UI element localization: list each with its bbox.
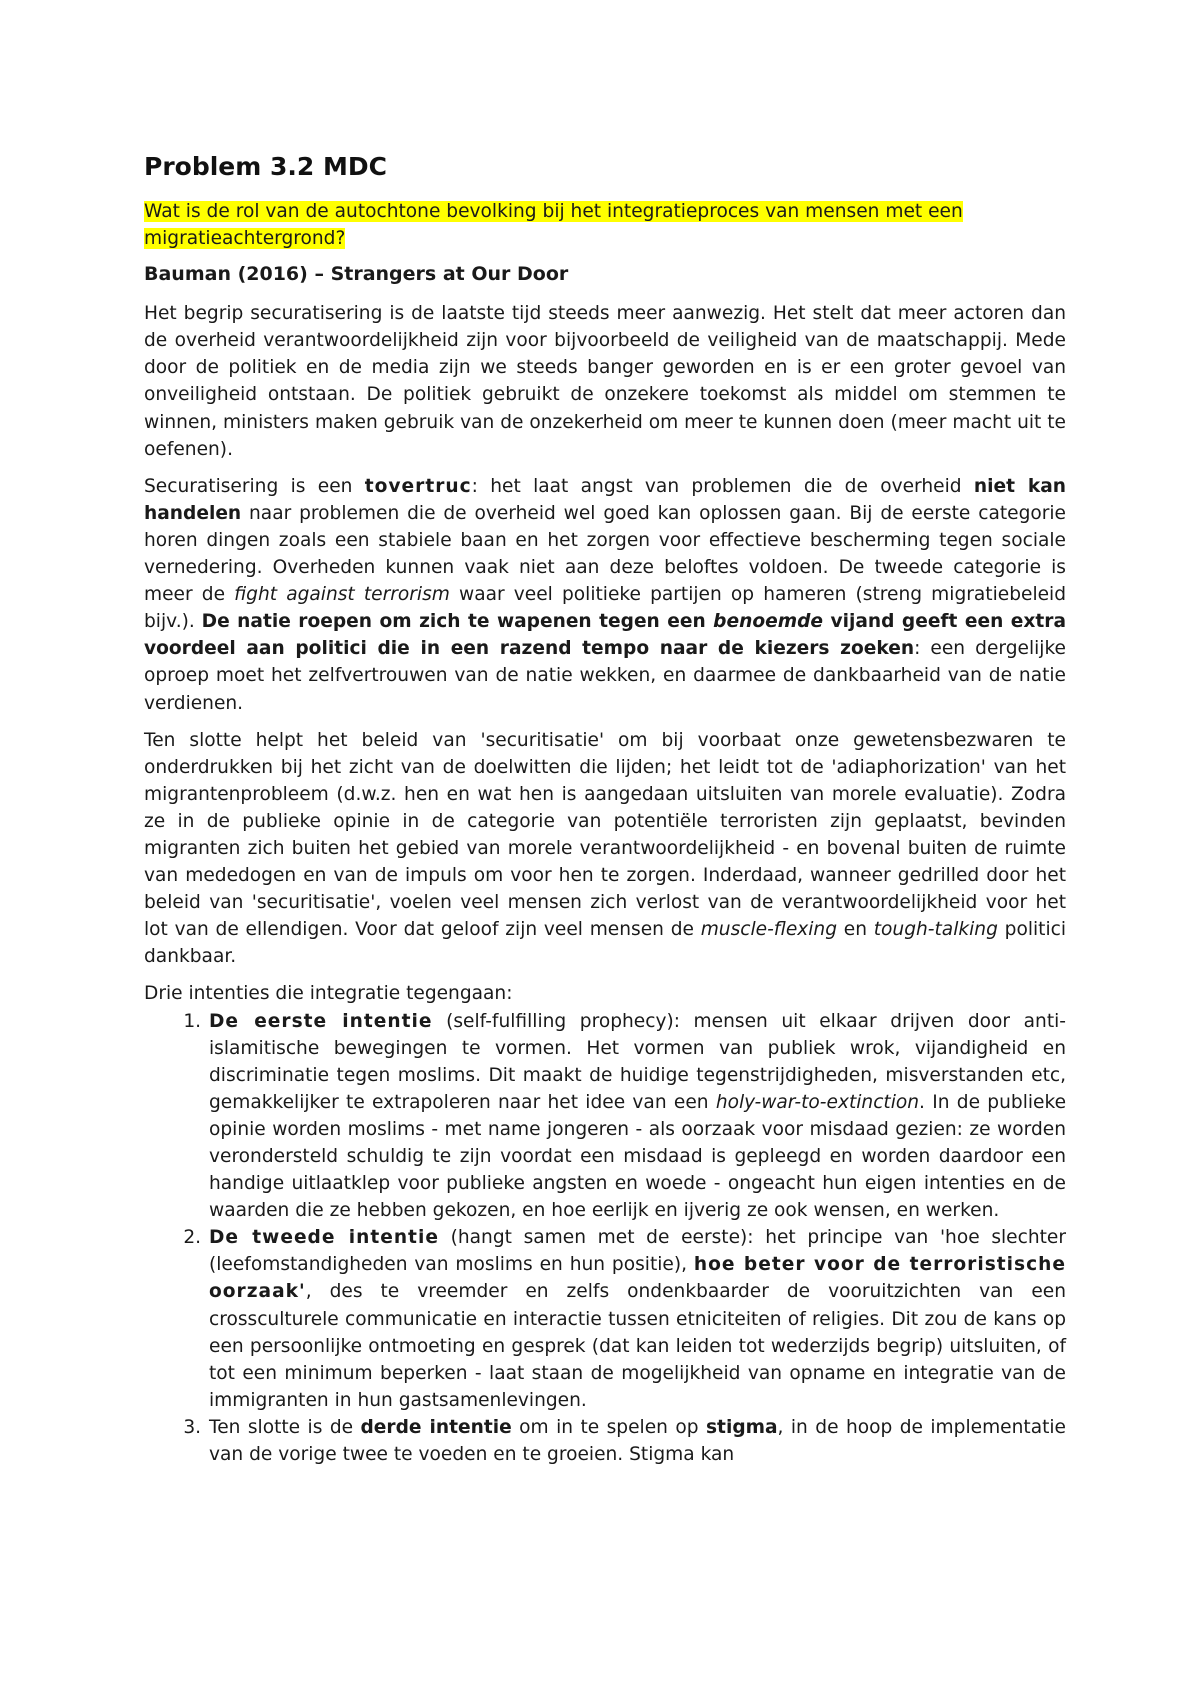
text-run: : een dergelijke oproep moet het zelfvertrouwen van de natie wekken, en daarmee de dankbaarheid van de natie verdienen. <box>144 638 1067 714</box>
bold-run: stigma <box>705 1416 778 1438</box>
intentions-list <box>144 1008 1066 1469</box>
text-run: politici dankbaar. <box>144 919 1066 968</box>
list-item <box>207 1224 1066 1414</box>
bold-italic-run: benoemde <box>713 611 824 633</box>
bold-run: niet kan handelen <box>144 475 1067 524</box>
bold-run: De natie roepen om zich te wapenen tegen een <box>201 611 714 633</box>
paragraph-2 <box>144 473 1066 717</box>
bold-run: De tweede intentie <box>209 1227 439 1249</box>
text-run: , des te vreemder en zelfs ondenkbaarder de vooruitzichten van een crossculturele communicatie en interactie tussen etniciteiten of religies. Dit zou de kans op een persoonlijke ontmoeting en gesprek (dat kan leiden tot wederzijds begrip) uitsluiten, of tot een minimum beperken - laat staan de mogelijkheid van opname en integratie van de immigranten in hun gastsamenlevingen. <box>209 1281 1066 1411</box>
text-run: Securatisering is een <box>144 475 365 497</box>
source-heading: Bauman (2016) – Strangers at Our Door <box>144 263 569 286</box>
text-run: (self-fulfilling prophecy): mensen uit elkaar drijven door anti-islamitische bewegingen te vormen. Het vormen van publiek wrok, vijandigheid en discriminatie tegen moslims. Dit maakt de huidige tegenstrijdigheden, misverstanden etc, gemakkelijker te extrapoleren naar het idee van een <box>209 1010 1066 1113</box>
text-run: waar veel politieke partijen op hameren (streng migratiebeleid bijv.). <box>144 584 1067 633</box>
bold-run: hoe beter voor de terroristische oorzaak' <box>209 1254 1066 1303</box>
text-run: naar problemen die de overheid wel goed kan oplossen gaan. Bij de eerste categorie horen dingen zoals een stabiele baan en het zorgen voor effectieve bescherming tegen sociale vernedering. Overheden kunnen vaak niet aan deze beloftes voldoen. De tweede categorie is meer de <box>144 502 1066 606</box>
research-question <box>144 198 1066 252</box>
list-item <box>207 1414 1066 1468</box>
text-run: (hangt samen met de eerste): het principe van 'hoe slechter (leefomstandigheden van moslims en hun positie), <box>209 1227 1066 1276</box>
bold-run: derde intentie <box>360 1416 512 1438</box>
text-run: Ten slotte is de <box>209 1416 361 1438</box>
highlighted-question: Wat is de rol van de autochtone bevolking bij het integratieproces van mensen met een migratieachtergrond? <box>144 201 963 250</box>
text-run: Ten slotte helpt het beleid van 'securitisatie' om bij voorbaat onze gewetensbezwaren te onderdrukken bij het zicht van de doelwitten die lijden; het leidt tot de 'adiaphorization' van het migrantenprobleem (d.w.z. hen en wat hen is aangedaan uitsluiten van morele evaluatie). Zodra ze in de publieke opinie in de categorie van potentiële terroristen zijn geplaatst, bevinden migranten zich buiten het gebied van morele verantwoordelijkheid - en bovenal buiten de ruimte van mededogen en van de impuls om voor hen te zorgen. Inderdaad, wanneer gedrilled door het beleid van 'securitisatie', voelen veel mensen zich verlost van de verantwoordelijkheid voor het lot van de ellendigen. Voor dat geloof zijn veel mensen de <box>144 729 1066 941</box>
document-page <box>144 150 1066 1468</box>
italic-run: muscle-flexing <box>700 919 838 941</box>
bold-run: tovertruc <box>364 475 472 497</box>
italic-run: fight against terrorism <box>234 584 450 606</box>
paragraph-3 <box>144 727 1066 971</box>
text-run: : het laat angst van problemen die de overheid <box>471 475 974 497</box>
document-title: Problem 3.2 MDC <box>144 152 387 181</box>
bold-run: De eerste intentie <box>209 1010 433 1032</box>
text-run: en <box>837 919 874 941</box>
italic-run: holy-war-to-extinction <box>715 1091 920 1113</box>
bold-run: vijand geeft een extra voordeel aan politici die in een razend tempo naar de kiezers zoeken <box>144 611 1066 660</box>
italic-run: tough-talking <box>873 919 998 941</box>
text-run: , in de hoop de implementatie van de vorige twee te voeden en te groeien. Stigma kan <box>209 1416 1066 1466</box>
list-intro: Drie intenties die integratie tegengaan: <box>144 983 513 1005</box>
text-run: . In de publieke opinie worden moslims - met name jongeren - als oorzaak voor misdaad gezien: ze worden verondersteld schuldig te zijn voordat een misdaad is gepleegd en worden daardoor een handige uitlaatklep voor publieke angsten en woede - ongeacht hun eigen intenties en de waarden die ze hebben gekozen, en hoe eerlijk en ijverig ze ook wensen, en werken. <box>209 1091 1067 1222</box>
paragraph-1: Het begrip securatisering is de laatste tijd steeds meer aanwezig. Het stelt dat meer actoren dan de overheid verantwoordelijkheid zijn voor bijvoorbeeld de veiligheid van de maatschappij. Mede door de politiek en de media zijn we steeds banger geworden en is er een groter gevoel van onveiligheid ontstaan. De politiek gebruikt de onzekere toekomst als middel om stemmen te winnen, ministers maken gebruik van de onzekerheid om meer te kunnen doen (meer macht uit te oefenen). <box>144 303 1066 460</box>
list-item <box>207 1008 1066 1225</box>
text-run: om in te spelen op <box>511 1416 706 1438</box>
